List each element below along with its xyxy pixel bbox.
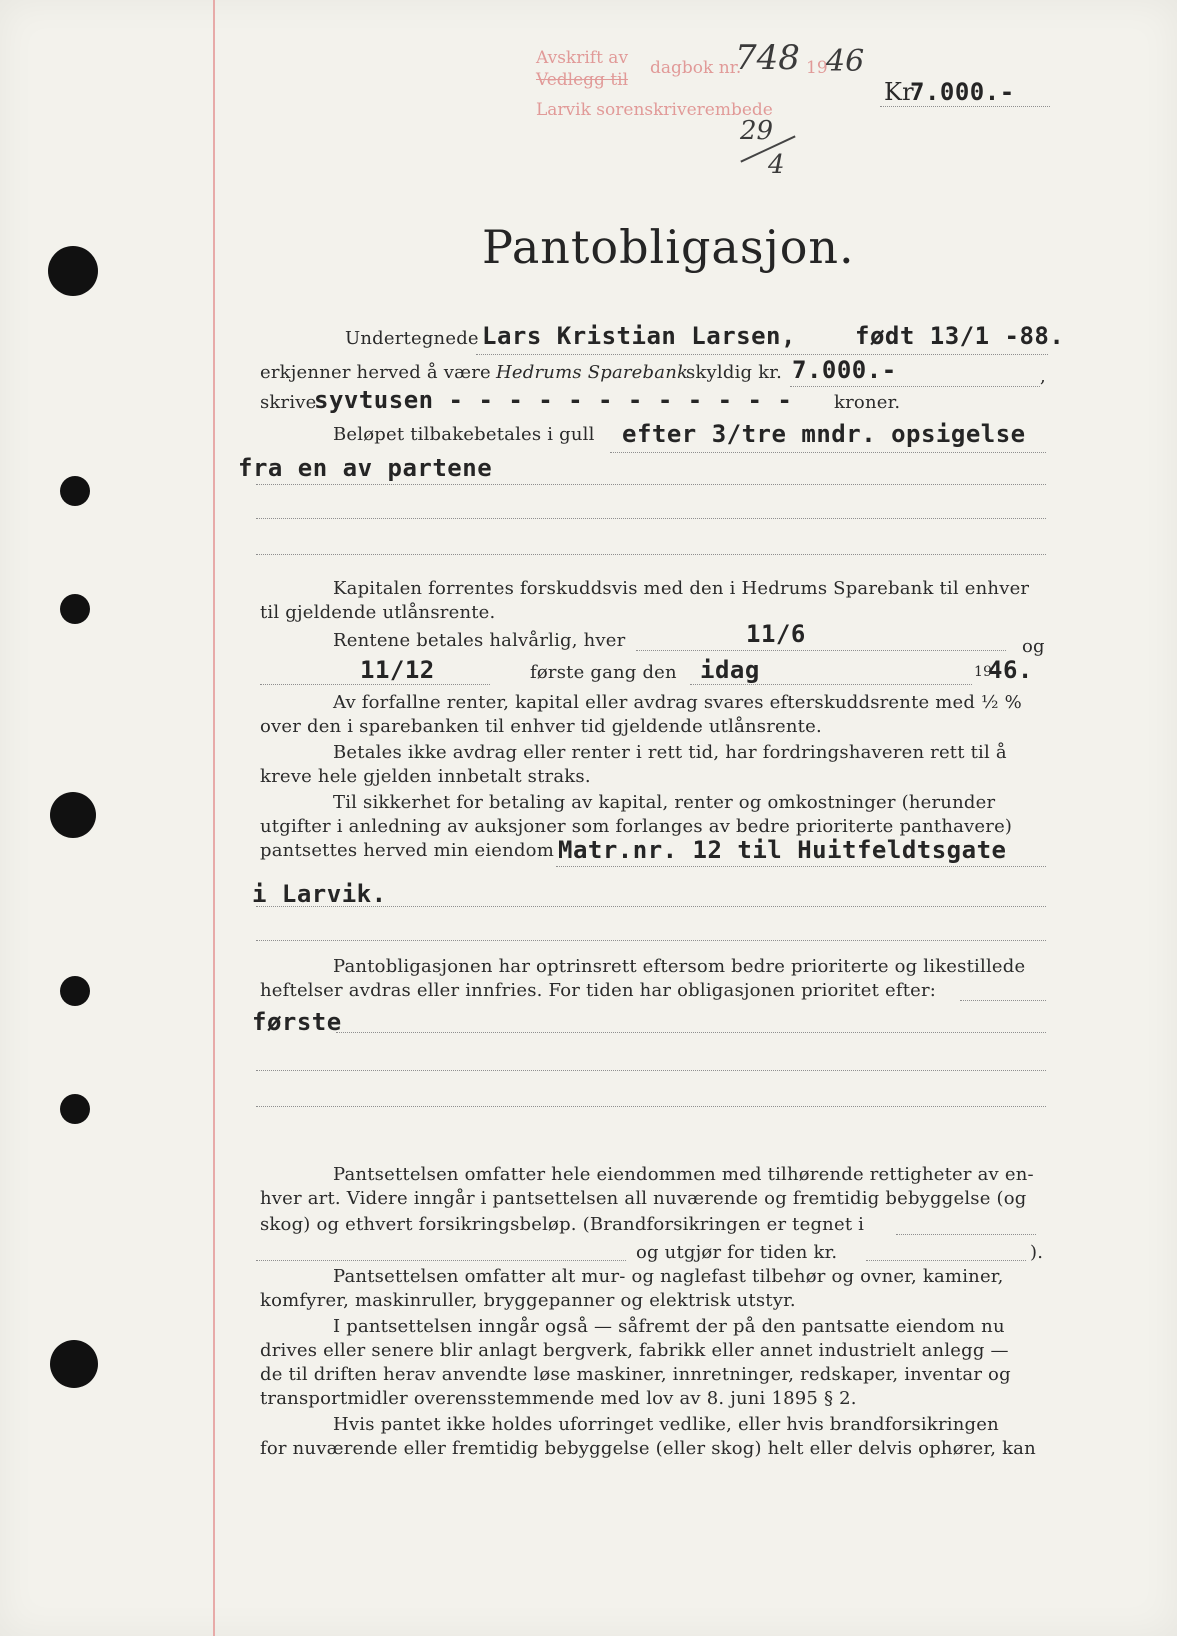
first-year-prefix: 19 — [974, 664, 993, 680]
first-payment-date: idag — [700, 656, 760, 684]
kroner-label: kroner. — [834, 392, 901, 413]
priority-rule-inline — [960, 1000, 1046, 1001]
dagbok-number: 748 — [735, 38, 800, 78]
late-interest-line-1: Av forfallne renter, kapital eller avdrag svares efterskuddsrente med ½ % — [333, 692, 1022, 713]
amount-header: 7.000.- — [910, 78, 1015, 106]
interest-line-1: Kapitalen forrentes forskuddsvis med den i Hedrums Sparebank til enhver — [333, 578, 1030, 599]
debt-comma: , — [1040, 366, 1046, 387]
first-date-rule — [690, 684, 972, 685]
punch-hole — [60, 976, 90, 1006]
repayment-rule-3 — [256, 518, 1046, 519]
name-rule — [476, 354, 1048, 355]
insurance-company-rule — [896, 1234, 1036, 1235]
security-line-3: pantsettes herved min eiendom — [260, 840, 554, 861]
stamp-avskrift: Avskrift av — [536, 48, 629, 68]
bank-name: Hedrums Sparebank — [496, 362, 689, 383]
date1-rule — [636, 650, 1006, 651]
stamp-vedlegg: Vedlegg til — [536, 70, 629, 90]
security-line-2: utgifter i anledning av auksjoner som forlanges av bedre prioriterte panthavere) — [260, 816, 1013, 837]
property-line-1: Matr.nr. 12 til Huitfeldtsgate — [558, 836, 1007, 864]
punch-hole — [50, 792, 96, 838]
scope-line-1: Pantsettelsen omfatter hele eiendommen med tilhørende rettigheter av en- — [333, 1164, 1034, 1185]
repayment-rule-4 — [256, 554, 1046, 555]
default-line-1: Betales ikke avdrag eller renter i rett tid, har fordringshaveren rett til å — [333, 742, 1007, 763]
scope-line-9: de til driften herav anvendte løse maskiner, innretninger, redskaper, inventar og — [260, 1364, 1011, 1385]
year-handwritten: 46 — [826, 44, 865, 79]
property-line-2: i Larvik. — [252, 880, 387, 908]
debt-amount: 7.000.- — [792, 356, 897, 384]
margin-rule — [213, 0, 215, 1636]
interest-date-1: 11/6 — [746, 620, 806, 648]
debtor-birth: født 13/1 -88. — [855, 322, 1065, 350]
repayment-rule-1 — [610, 452, 1046, 453]
amount-kr-label: Kr — [884, 78, 914, 106]
scope-line-8: drives eller senere blir anlagt bergverk, fabrikk eller annet industrielt anlegg — — [260, 1340, 1009, 1361]
scope-line-6: komfyrer, maskinruller, bryggepanner og elektrisk utstyr. — [260, 1290, 796, 1311]
scope-line-10: transportmidler overensstemmende med lov av 8. juni 1895 § 2. — [260, 1388, 857, 1409]
debt-rule — [790, 386, 1040, 387]
debtor-name: Lars Kristian Larsen, — [482, 322, 796, 350]
priority-rule-2 — [256, 1070, 1046, 1071]
scope-line-12: for nuværende eller fremtidig bebyggelse (eller skog) helt eller delvis ophører, kan — [260, 1438, 1036, 1459]
punch-hole — [60, 1094, 90, 1124]
property-rule-2 — [256, 906, 1046, 907]
undersigned-label: Undertegnede — [345, 328, 479, 349]
page-title: Pantobligasjon. — [482, 220, 855, 274]
insurance-left-rule — [256, 1260, 626, 1261]
repayment-terms-2: fra en av partene — [238, 454, 493, 482]
scope-line-2: hver art. Videre inngår i pantsettelsen all nuværende og fremtidig bebyggelse (og — [260, 1188, 1027, 1209]
interest-date-2: 11/12 — [360, 656, 435, 684]
priority-rule-1 — [336, 1032, 1046, 1033]
repayment-rule-2 — [256, 484, 1046, 485]
first-year-suffix: 46. — [988, 656, 1033, 684]
priority-value: første — [252, 1008, 342, 1036]
amount-rule — [880, 106, 1050, 107]
date-day: 29 — [740, 116, 774, 146]
scope-line-7: I pantsettelsen inngår også — såfremt der på den pantsatte eiendom nu — [333, 1316, 1005, 1337]
date2-rule — [260, 684, 490, 685]
insurance-amount-rule — [866, 1260, 1026, 1261]
scope-line-4-end: ). — [1030, 1242, 1044, 1263]
date-month: 4 — [768, 150, 785, 180]
scope-line-5: Pantsettelsen omfatter alt mur- og naglefast tilbehør og ovner, kaminer, — [333, 1266, 1004, 1287]
scope-line-11: Hvis pantet ikke holdes uforringet vedlike, eller hvis brandforsikringen — [333, 1414, 999, 1435]
amount-in-words: syvtusen - - - - - - - - - - - - — [314, 386, 793, 414]
stamp-year-prefix: 19 — [806, 58, 828, 78]
late-interest-line-2: over den i sparebanken til enhver tid gjeldende utlånsrente. — [260, 716, 822, 737]
punch-hole — [50, 1340, 98, 1388]
stamp-dagbok: dagbok nr. — [650, 58, 742, 78]
priority-rule-3 — [256, 1106, 1046, 1107]
repayment-terms-1: efter 3/tre mndr. opsigelse — [622, 420, 1026, 448]
security-line-1: Til sikkerhet for betaling av kapital, renter og omkostninger (herunder — [333, 792, 996, 813]
default-line-2: kreve hele gjelden innbetalt straks. — [260, 766, 591, 787]
property-rule-1 — [556, 866, 1046, 867]
priority-line-2: heftelser avdras eller innfries. For tiden har obligasjonen prioritet efter: — [260, 980, 937, 1001]
first-time-label: første gang den — [530, 662, 677, 683]
scope-line-3: skog) og ethvert forsikringsbeløp. (Brandforsikringen er tegnet i — [260, 1214, 865, 1235]
priority-line-1: Pantobligasjonen har optrinsrett eftersom bedre prioriterte og likestillede — [333, 956, 1026, 977]
skrive-label: skrive — [260, 392, 317, 413]
punch-hole — [60, 476, 90, 506]
property-rule-3 — [256, 940, 1046, 941]
interest-line-2: til gjeldende utlånsrente. — [260, 602, 496, 623]
og-label: og — [1022, 636, 1045, 657]
debt-text: erkjenner herved å være — [260, 362, 491, 383]
halvarlig-label: Rentene betales halvårlig, hver — [333, 630, 626, 651]
scope-line-4: og utgjør for tiden kr. — [636, 1242, 838, 1263]
stamp-office: Larvik sorenskriverembede — [536, 100, 773, 120]
skyldig-label: skyldig kr. — [686, 362, 783, 383]
repayment-label: Beløpet tilbakebetales i gull — [333, 424, 595, 445]
punch-hole — [48, 246, 98, 296]
punch-hole — [60, 594, 90, 624]
